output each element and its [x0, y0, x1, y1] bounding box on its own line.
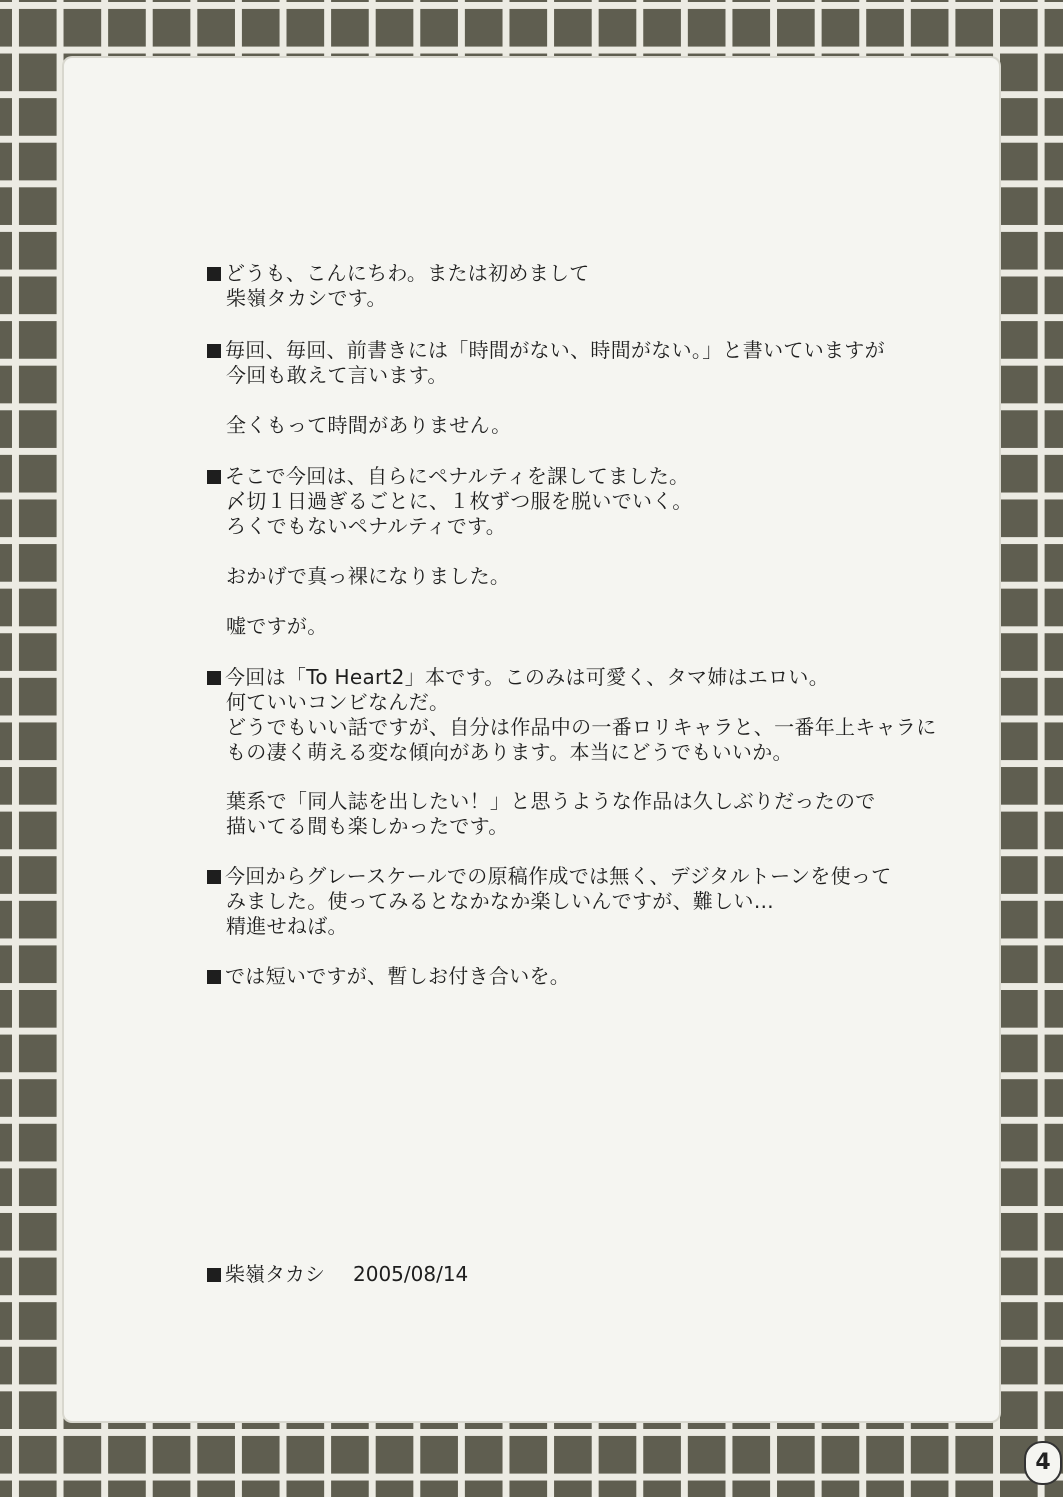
text-line: 今回も敢えて言います。 — [226, 363, 448, 387]
text-line: 精進せねば。 — [226, 914, 348, 938]
paragraph-joke — [207, 614, 967, 639]
signature-date: 2005/08/14 — [353, 1262, 469, 1286]
bullet-icon — [207, 344, 221, 358]
text-line: 〆切１日過ぎるごとに、１枚ずつ服を脱いでいく。 — [226, 489, 693, 513]
text-line: では短いですが、暫しお付き合いを。 — [225, 964, 571, 988]
paragraph-greeting — [207, 261, 967, 311]
text-line: 葉系で「同人誌を出したい！」と思うような作品は久しぶりだったので — [226, 789, 876, 813]
paragraph-to-heart — [207, 665, 967, 765]
paragraph-closing — [207, 964, 967, 989]
paragraph-doujinshi — [207, 789, 967, 839]
page-number: 4 — [1024, 1441, 1062, 1485]
paragraph-no-time-2 — [207, 413, 967, 438]
bullet-icon — [207, 970, 221, 984]
bullet-icon — [207, 1268, 221, 1282]
text-line: 今回は「To Heart2」本です。このみは可愛く、タマ姉はエロい。 — [225, 665, 829, 689]
paragraph-digital-tone — [207, 864, 967, 939]
signature — [207, 1262, 468, 1287]
paragraph-naked — [207, 564, 967, 589]
text-line: みました。使ってみるとなかなか楽しいんですが、難しい… — [226, 889, 775, 913]
text-line: どうも、こんにちわ。または初めまして — [225, 261, 590, 285]
text-line: 柴嶺タカシです。 — [226, 286, 387, 310]
text-line: 全くもって時間がありません。 — [226, 413, 512, 437]
bullet-icon — [207, 267, 221, 281]
bullet-icon — [207, 870, 221, 884]
text-line: おかげで真っ裸になりました。 — [226, 564, 511, 588]
text-line: そこで今回は、自らにペナルティを課してました。 — [225, 464, 690, 488]
text-line: どうでもいい話ですが、自分は作品中の一番ロリキャラと、一番年上キャラに — [226, 715, 937, 739]
text-line: もの凄く萌える変な傾向があります。本当にどうでもいいか。 — [226, 740, 793, 764]
text-line: ろくでもないペナルティです。 — [226, 514, 506, 538]
text-line: 嘘ですが。 — [226, 614, 328, 638]
text-line: 描いてる間も楽しかったです。 — [226, 814, 509, 838]
paragraph-no-time — [207, 338, 967, 388]
author-name: 柴嶺タカシ — [225, 1262, 325, 1286]
text-line: 何ていいコンビなんだ。 — [226, 690, 450, 714]
bullet-icon — [207, 470, 221, 484]
paragraph-penalty — [207, 464, 967, 539]
bullet-icon — [207, 671, 221, 685]
text-line: 今回からグレースケールでの原稿作成では無く、デジタルトーンを使って — [225, 864, 892, 888]
text-line: 毎回、毎回、前書きには「時間がない、時間がない。」と書いていますが — [225, 338, 885, 362]
